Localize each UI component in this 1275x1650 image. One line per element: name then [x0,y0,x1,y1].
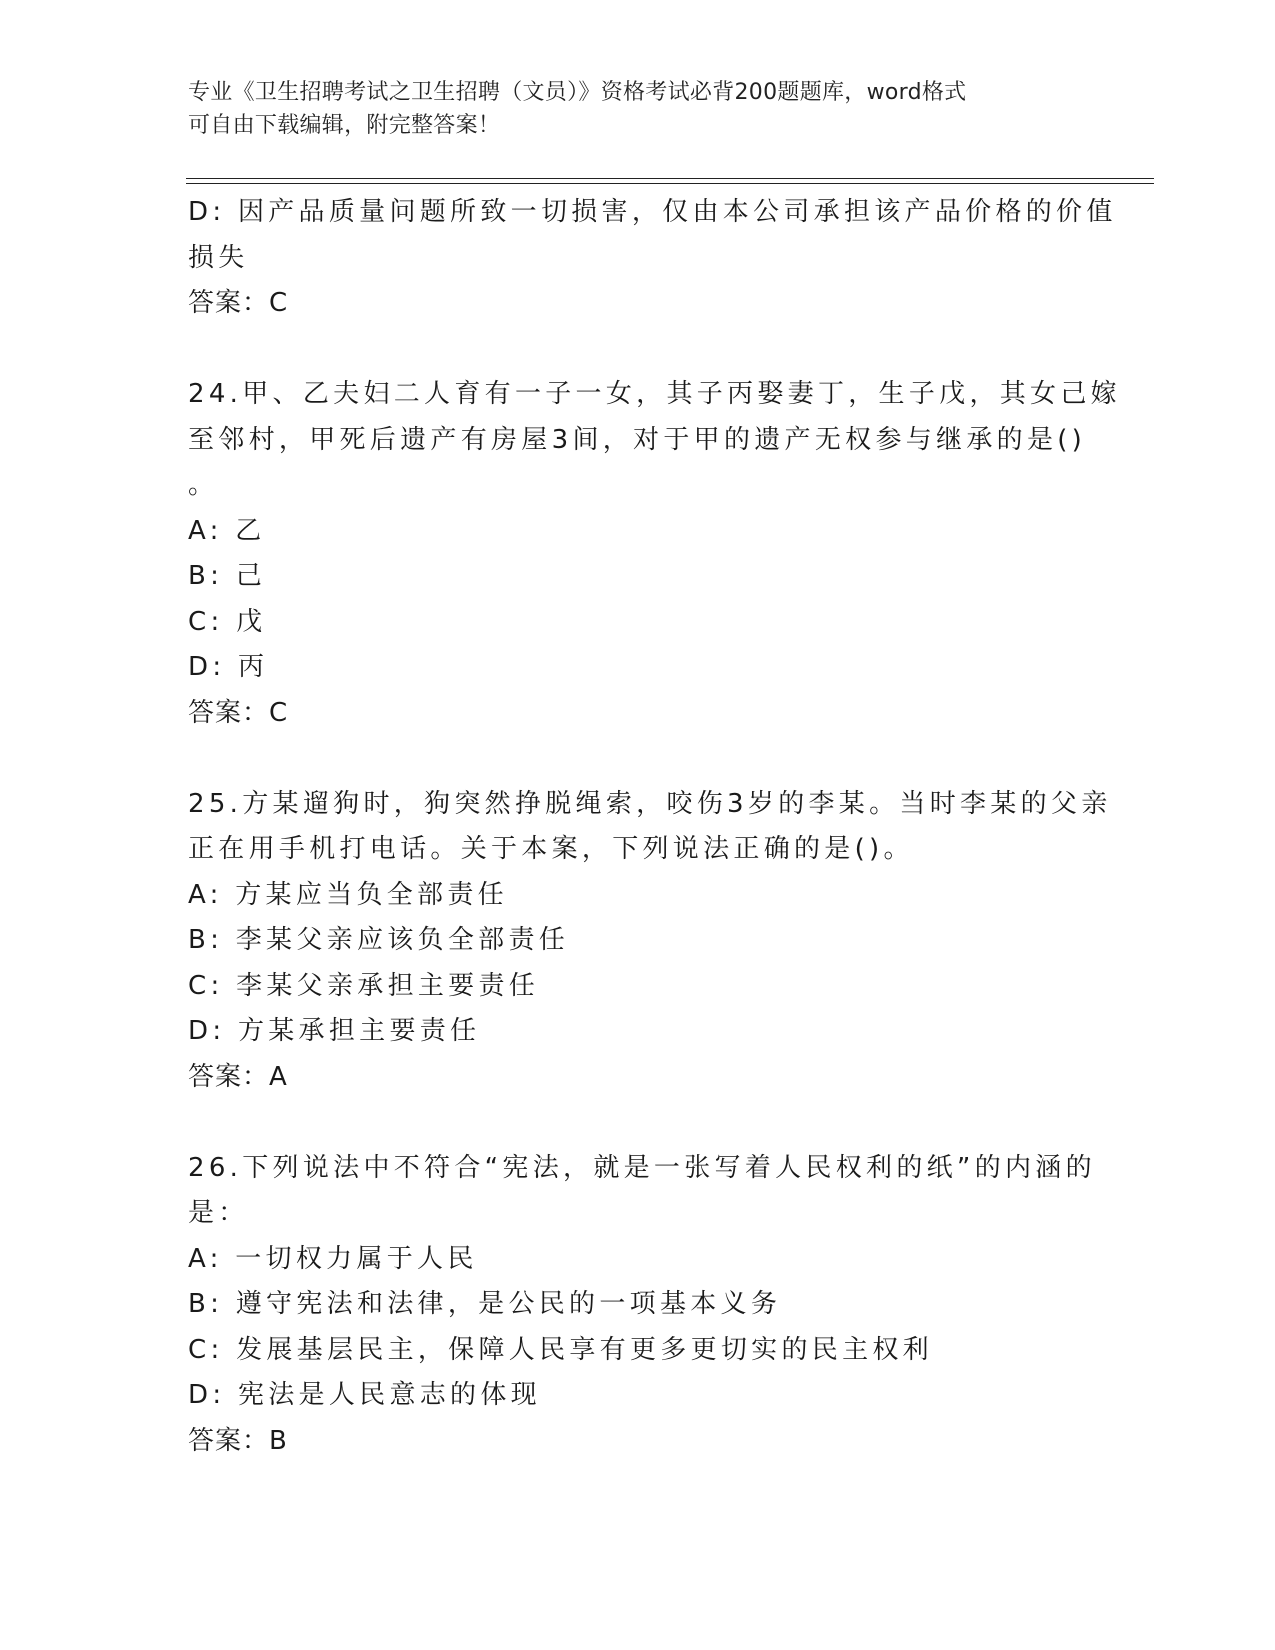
question-spacer [188,1100,1088,1146]
question-body [188,190,1121,1464]
question-spacer [188,327,1088,373]
header-divider-bottom [186,183,1154,184]
answer-label: 答案： [188,697,270,728]
question-spacer [188,736,1088,782]
q25-option-d: D: 方某承担主要责任 [188,1016,481,1046]
answer-label: 答案： [188,1061,270,1092]
q24-option-d: D: 丙 [188,652,269,682]
q24-option-c: C: 戊 [188,606,267,637]
question-24 [188,372,1121,736]
q25-option-c: C: 李某父亲承担主要责任 [188,970,540,1001]
answer-value: C [269,288,289,318]
q26-answer [188,1419,1088,1465]
answer-value: A [269,1061,288,1092]
q23-option-d-line-2: 损失 [188,242,249,273]
answer-value: C [269,697,289,728]
q24-stem-line-3: 。 [188,470,219,500]
q26-option-d: D: 宪法是人民意志的体现 [188,1380,541,1410]
q23-option-d-line-1: D: 因产品质量问题所致一切损害，仅由本公司承担该产品价格的价值 [188,197,1117,227]
q24-option-b: B: 己 [188,561,267,591]
question-23-tail [188,190,1117,327]
header-title-line-2: 可自由下载编辑，附完整答案！ [188,113,501,138]
q24-stem-line-1: 24.甲、乙夫妇二人育有一子一女，其子丙娶妻丁，生子戊，其女己嫁 [188,379,1121,409]
q26-option-b: B: 遵守宪法和法律，是公民的一项基本义务 [188,1289,782,1319]
q24-stem-line-2: 至邻村，甲死后遗产有房屋3间，对于甲的遗产无权参与继承的是() [188,424,1087,455]
q25-stem-line-2: 正在用手机打电话。关于本案，下列说法正确的是()。 [188,834,914,864]
question-26 [188,1146,1096,1465]
q26-option-a: A: 一切权力属于人民 [188,1243,478,1274]
q23-answer [188,281,1088,327]
header-title-line-1: 专业《卫生招聘考试之卫生招聘（文员）》资格考试必背200题题库，word格式 [188,80,967,105]
q24-option-a: A: 乙 [188,515,266,546]
question-25 [188,782,1112,1101]
header-divider-top [186,178,1154,179]
q25-option-a: A: 方某应当负全部责任 [188,879,508,910]
q24-answer [188,691,1088,737]
answer-label: 答案： [188,1425,270,1456]
q25-option-b: B: 李某父亲应该负全部责任 [188,925,570,955]
q26-stem-line-1: 26.下列说法中不符合“宪法，就是一张写着人民权利的纸”的内涵的 [188,1152,1096,1183]
q25-answer [188,1055,1088,1101]
answer-value: B [269,1425,288,1456]
q26-option-c: C: 发展基层民主，保障人民享有更多更切实的民主权利 [188,1334,933,1365]
answer-label: 答案： [188,288,270,318]
q25-stem-line-1: 25.方某遛狗时，狗突然挣脱绳索，咬伤3岁的李某。当时李某的父亲 [188,788,1112,819]
document-header [188,76,1068,142]
q26-stem-line-2: 是： [188,1198,249,1228]
